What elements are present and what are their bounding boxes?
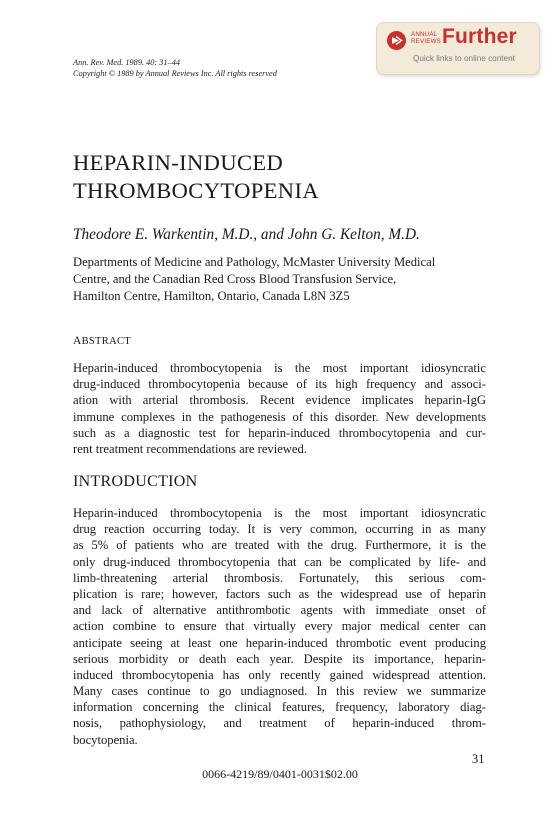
intro-line: nosis, pathophysiology, and treatment of heparin-induced throm- — [73, 716, 486, 731]
intro-line: limb-threatening arterial thrombosis. Fortunately, this serious com- — [73, 570, 486, 585]
annual-reviews-logo-icon — [387, 31, 406, 50]
abstract-line: immune complexes in the pathogenesis of this disorder. New developments — [73, 409, 486, 424]
intro-line: plication is rare; however, factors such as the widespread use of heparin — [73, 586, 486, 601]
intro-line: induced thrombocytopenia has only recently gained widespread attention. — [73, 667, 486, 682]
intro-line: serious morbidity or death each year. Despite its importance, heparin- — [73, 651, 486, 666]
copyright-line: Copyright © 1989 by Annual Reviews Inc. All rights reserved — [73, 69, 277, 78]
journal-citation: Ann. Rev. Med. 1989. 40: 31–44 — [73, 58, 180, 67]
intro-line: Heparin-induced thrombocytopenia is the most important idiosyncratic — [73, 506, 486, 520]
introduction-text — [73, 505, 486, 748]
abstract-heading-initial: A — [73, 335, 82, 347]
affiliation-line: Centre, and the Canadian Red Cross Blood Transfusion Service, — [73, 272, 397, 286]
journal-reference — [73, 57, 277, 79]
intro-line: as 5% of patients who are treated with the drug. Furthermore, it is the — [73, 538, 486, 553]
intro-line: information concerning the clinical features, frequency, laboratory diag- — [73, 700, 486, 715]
title-line-1: HEPARIN-INDUCED — [73, 150, 284, 175]
abstract-line: rent treatment recommendations are reviewed. — [73, 441, 307, 456]
affiliation — [73, 254, 493, 305]
intro-line: anticipate seeing at least one heparin-induced thrombotic event producing — [73, 635, 486, 650]
further-word: Further — [442, 25, 517, 48]
intro-line: bocytopenia. — [73, 732, 138, 747]
price-code: 0066-4219/89/0401-0031$02.00 — [202, 767, 358, 781]
abstract-heading — [73, 335, 131, 347]
affiliation-line: Hamilton Centre, Hamilton, Ontario, Canada L8N 3Z5 — [73, 289, 350, 303]
further-banner[interactable] — [376, 22, 540, 75]
introduction-heading: INTRODUCTION — [73, 473, 198, 490]
abstract-heading-rest: BSTRACT — [81, 336, 131, 347]
abstract-text — [73, 360, 486, 457]
page-number: 31 — [472, 752, 485, 766]
abstract-line: drug-induced thrombocytopenia because of its high frequency and associ- — [73, 377, 486, 392]
abstract-line: such as a diagnostic test for heparin-induced thrombocytopenia and cur- — [73, 425, 486, 440]
title-line-2: THROMBOCYTOPENIA — [73, 177, 320, 203]
intro-line: drug reaction occurring today. It is very common, occurring in as many — [73, 522, 486, 537]
article-title — [73, 149, 319, 204]
affiliation-line: Departments of Medicine and Pathology, McMaster University Medical — [73, 255, 436, 269]
intro-line: Many cases continue to go undiagnosed. In this review we summarize — [73, 684, 486, 699]
reviews-label: REVIEWS — [411, 38, 441, 45]
annual-reviews-wordmark — [411, 31, 441, 45]
intro-line: action combine to ensure that virtually every major medical center can — [73, 619, 486, 634]
authors: Theodore E. Warkentin, M.D., and John G. Kelton, M.D. — [73, 226, 420, 243]
annual-label: ANNUAL — [411, 31, 438, 38]
further-tagline: Quick links to online content — [413, 54, 515, 63]
intro-line: only drug-induced thrombocytopenia that can be complicated by life- and — [73, 554, 486, 569]
abstract-line: Heparin-induced thrombocytopenia is the most important idiosyncratic — [73, 361, 486, 375]
intro-line: and lack of alternative antithrombotic agents with immediate onset of — [73, 603, 486, 618]
abstract-line: ation with arterial thrombosis. Recent evidence implicates heparin-IgG — [73, 393, 486, 408]
